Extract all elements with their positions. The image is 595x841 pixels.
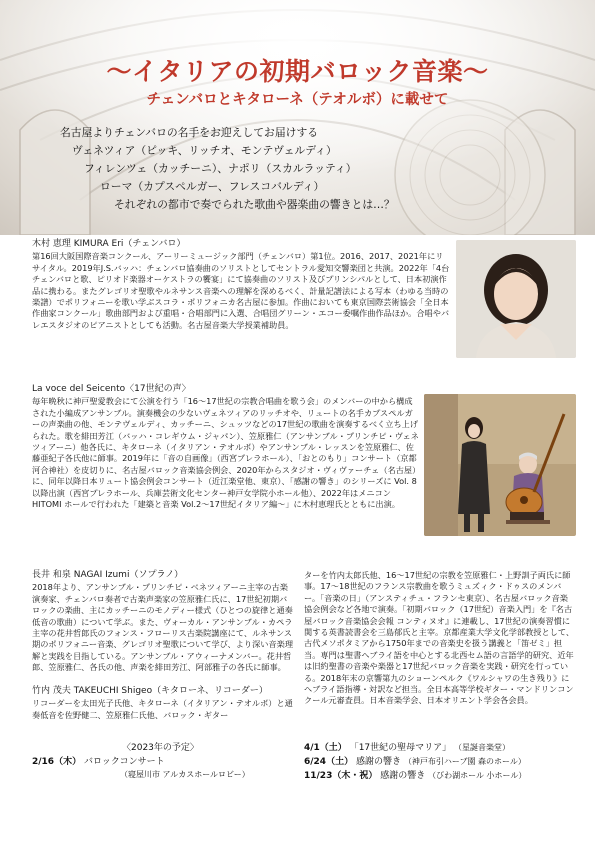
schedule-heading: 〈2023年の予定〉 — [122, 743, 199, 753]
schedule-venue: （びわ湖ホール 小ホール） — [428, 771, 527, 780]
schedule-venue: （星誕音楽堂） — [454, 743, 511, 752]
schedule-venue: （神戸布引ハーブ園 森のホール） — [403, 757, 526, 766]
schedule-date: 4/1（土） — [304, 743, 347, 753]
schedule-date: 2/16（木） — [32, 757, 82, 767]
voce-section — [32, 384, 420, 510]
kimura-bio: 第16回大阪国際音楽コンクール、アーリーミュージック部門（チェンバロ）第1位。2016、2017、2021年にリサイタル。2019年J.S.バッハ：チェンバロ協奏曲のソリストとしてセントラル愛知交響楽団と共演。2022年「4台チェンバロと歌、ピリオド楽器オーケストラの饗宴」にて協奏曲のソリスト及びプリンシパルとして、日本初演作品に携わる。またグレゴリオ聖歌やルネサンス音楽への理解を深めるべく、計量記譜法による写本（わゆる当時の楽譜）でポリフォニーを歌い学ぶスコラ・ポリフォニカ名古屋に参加。作曲においても東京国際芸術協会「全日本作曲家コンクール」歌曲部門および重唱・合唱部門に入選、合唱団グリーン・エコー委嘱作曲作品ほか。合唱やバレエスタジオのピアニストとしても活動。名古屋音楽大学授業補助員。 — [32, 251, 450, 330]
page-title: 〜イタリアの初期バロック音楽〜 — [106, 57, 489, 86]
takeuchi-bio-continued: ターを竹内太郎氏他、16〜17世紀の宗教を笠原雅仁・上野訓子両氏に師事。17〜18世紀のフランス宗教曲を歌うミュズィク・ドゥスのメンバー。「音楽の日」（アンスティチュ・フランセ東京）、名古屋バロック音楽協会例会など各地で演奏。「初期バロック（17世紀）音楽入門」を『名古屋バロック音楽協会会報 コンティヌオ』に連載し、17世紀の演奏習慣に関する英書読書会を三島郁氏と主宰。京都産業大学文化学部教授として、古代メソポタミアから1750年までの音楽史を扱う講義と「笛ゼミ」担当。専門は聖書ヘブライ語を中心とする北西セム語の言語学的研究、近年は旧約聖書の音楽や楽器と17世紀バロック音楽を実践・研究を行っている。2018年末の京響第九のショーンペルク《ワルシャワの生き残り》にヘブライ語指導・対訳など担当。全日本高等学校ギター・マンドリンコンクール元審査員。日本音楽学会、日本オリエント学会各会員。 — [304, 570, 575, 706]
schedule-event: 「17世紀の聖母マリア」 — [349, 743, 452, 753]
intro-line-2: ヴェネツィア（ピッキ、リッチオ、モンテヴェルディ） — [72, 144, 337, 157]
intro-line-1: 名古屋よりチェンバロの名手をお迎えしてお届けする — [60, 126, 319, 139]
schedule-date: 11/23（木・祝） — [304, 771, 378, 781]
takeuchi-section — [32, 686, 294, 721]
takeuchi-continued — [304, 570, 576, 707]
schedule-event: 感謝の響き — [355, 757, 401, 767]
kimura-heading: 木村 恵理 KIMURA Eri（チェンバロ） — [32, 239, 186, 249]
kimura-section — [32, 239, 450, 331]
nagai-section — [32, 570, 294, 674]
schedule-right-item-3 — [304, 770, 526, 783]
portrait-photo — [456, 240, 576, 358]
schedule-event: 感謝の響き — [380, 771, 426, 781]
intro-line-3: フィレンツェ（カッチーニ）、ナポリ（スカルラッティ） — [84, 162, 357, 175]
nagai-heading: 長井 和泉 NAGAI Izumi（ソプラノ） — [32, 570, 184, 580]
schedule-left-venue: （寝屋川市 アルカスホールロビー） — [120, 770, 250, 779]
schedule-date: 6/24（土） — [304, 757, 354, 767]
schedule-event: バロックコンサート — [83, 757, 165, 767]
performers-photo — [424, 394, 576, 536]
intro-line-5: それぞれの都市で奏でられた歌曲や器楽曲の響きとは…？ — [114, 198, 395, 211]
schedule-right-item-2 — [304, 756, 526, 769]
takeuchi-bio: リコーダーを太田光子氏他、キタローネ（イタリアン・テオルボ）と通奏低音を佐野健二、笠原雅仁氏他、バロック・ギター — [32, 698, 293, 720]
voce-heading: La voce del Seicento〈17世紀の声〉 — [32, 384, 191, 394]
takeuchi-heading: 竹内 茂夫 TAKEUCHI Shigeo（キタローネ、リコーダー） — [32, 686, 268, 696]
page-subtitle: チェンバロとキタローネ（テオルボ）に載せて — [146, 92, 449, 108]
schedule-left-item-1 — [32, 756, 165, 769]
intro-line-4: ローマ（カプスペルガー、フレスコバルディ） — [100, 180, 325, 193]
nagai-bio: 2018年より、アンサンブル・プリンチピ・ベネツィアーニ主宰の古楽演奏家、チェンバロ奏者で古楽声楽家の笠原雅仁氏に、17世紀初期バロックの楽曲、主にカッチーニのモノディー様式（ひとつの旋律と通奏低音の歌曲）について学ぶ。また、ヴォーカル・アンサンブル・カペラ主宰の花井哲郎氏のフォンス・フローリス古楽院講座にて、ルネサンス期のポリフォニー音楽、グレゴリオ聖歌について学び、より深い音楽理解と実践を目指している。アンサンブル・アウィーナメンバー。花井哲郎、笠原雅仁、各氏の他、声楽を緋田芳江、阿部雅子の各氏に師事。 — [32, 582, 294, 673]
voce-bio: 毎年晩秋に神戸聖愛教会にて公演を行う「16〜17世紀の宗教合唱曲を歌う会」のメンバーの中から構成された小編成アンサンブル。演奏機会の少ないヴェネツィアのリッチオや、リュートの名手カプスペルガーの声楽曲の他、モンテヴェルディ、カッチーニ、シュッツなどの17世紀の歌曲を演奏するべく立ち上げられた。歌を緋田芳江（バッハ・コレギウム・ジャパン）、笠原雅仁（アンサンブル・プリンチピ・ヴェネツィアーニ）他各氏に、キタローネ（イタリアン・テオルボ）やアンサンブル・レッスンを笠原雅仁、佐藤亜紀子各氏他に師事。2019年に「音の自画像」（西宮プレラホール）、「おとのもり」コンサート（京都河合神社）を皮切りに、名古屋バロック音楽協会例会、2020年からスタジオ・ヴィヴァーチェ（名古屋）に、同年以降日本リュート協会例会コンサート（近江楽堂他、東京）、「感謝の響き」のシリーズに Vol. 8 以降出演（西宮プレラホール、兵庫芸術文化センター神戸女学院小ホール他）、2022年はメニコン HITOMI ホールで行われた「建築と音楽 Vol.2〜17世紀イタリア編〜」に木村恵理氏とともに出演。 — [32, 396, 419, 510]
schedule-right-item-1 — [304, 742, 510, 755]
